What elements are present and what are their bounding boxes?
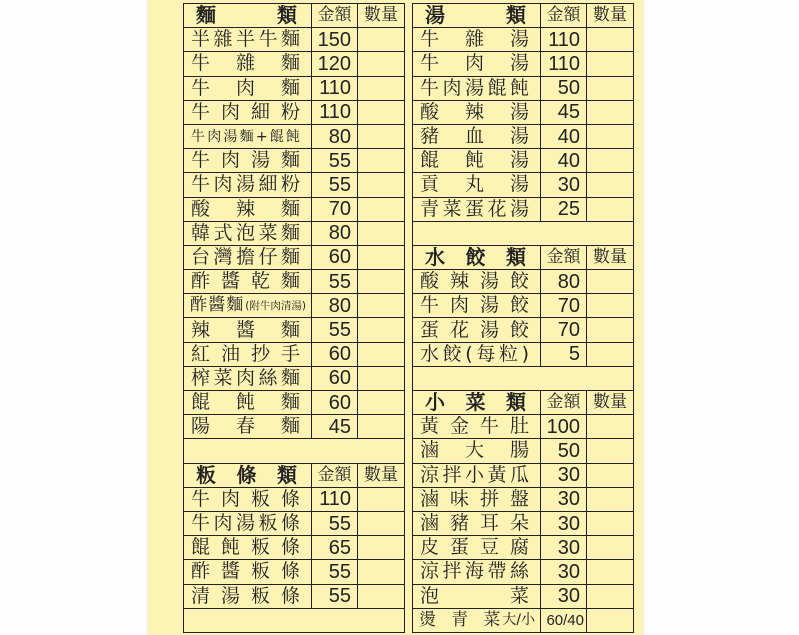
item-name-cell [184, 488, 312, 512]
quantity-cell [587, 28, 634, 52]
item-name-cell [184, 222, 312, 246]
item-price: 30 [541, 488, 587, 512]
item-name-cell [184, 536, 312, 560]
item-name-cell [184, 173, 312, 197]
item-name-cell [413, 173, 541, 197]
item-name-cell [413, 536, 541, 560]
quantity-column-header: 數量 [358, 464, 405, 488]
item-price: 60 [312, 391, 358, 415]
item-name-cell [413, 585, 541, 609]
item-name-cell [184, 391, 312, 415]
item-name: 貢丸湯 [420, 173, 529, 196]
item-price: 60 [312, 367, 358, 391]
quantity-cell [587, 125, 634, 149]
item-name: 水餃(每粒) [420, 342, 529, 365]
item-price: 70 [541, 318, 587, 342]
quantity-column-header: 數量 [358, 4, 405, 28]
item-name-cell [184, 270, 312, 294]
quantity-cell [358, 28, 405, 52]
item-name-cell [184, 294, 312, 318]
item-price: 45 [312, 415, 358, 439]
quantity-cell [587, 439, 634, 463]
quantity-cell [358, 367, 405, 391]
quantity-cell [587, 464, 634, 488]
item-name-cell [413, 77, 541, 101]
item-name: 牛肉湯 [420, 52, 529, 75]
item-price: 60/40 [541, 609, 587, 633]
quantity-cell [358, 173, 405, 197]
price-column-header: 金額 [312, 464, 358, 488]
quantity-cell [587, 173, 634, 197]
quantity-cell [358, 415, 405, 439]
item-name-cell [413, 149, 541, 173]
item-price: 25 [541, 198, 587, 222]
item-name: 酢醬粄條 [191, 560, 300, 583]
item-price: 80 [312, 125, 358, 149]
quantity-column-header: 數量 [587, 4, 634, 28]
item-name-cell [413, 439, 541, 463]
item-name-cell [413, 125, 541, 149]
item-name-cell [184, 512, 312, 536]
item-name: 辣醬麵 [191, 318, 300, 341]
item-name: 酢醬乾麵 [191, 270, 300, 293]
item-name: 滷味拼盤 [420, 487, 529, 510]
blank-cell [184, 609, 405, 633]
price-column-header: 金額 [541, 246, 587, 270]
item-name: 皮蛋豆腐 [420, 536, 529, 559]
item-price: 55 [312, 585, 358, 609]
item-name-cell [413, 270, 541, 294]
item-name-cell [184, 415, 312, 439]
item-price: 30 [541, 560, 587, 584]
quantity-cell [587, 512, 634, 536]
item-name: 餛飩湯 [420, 149, 529, 172]
item-name-cell [413, 488, 541, 512]
item-price: 110 [541, 28, 587, 52]
item-name: 牛肉麵 [191, 76, 300, 99]
item-name: 餛飩粄條 [191, 536, 300, 559]
section-title: 粄條類 [184, 464, 312, 488]
item-name-cell [184, 198, 312, 222]
item-price: 30 [541, 464, 587, 488]
quantity-cell [587, 415, 634, 439]
item-price: 55 [312, 149, 358, 173]
quantity-column-header: 數量 [587, 246, 634, 270]
quantity-cell [587, 318, 634, 342]
right-menu-table [412, 3, 634, 633]
item-price: 80 [312, 294, 358, 318]
quantity-cell [358, 488, 405, 512]
quantity-cell [358, 270, 405, 294]
item-price: 120 [312, 52, 358, 76]
item-name: 黃金牛肚 [420, 415, 529, 438]
quantity-cell [587, 101, 634, 125]
quantity-cell [358, 222, 405, 246]
item-price: 110 [312, 488, 358, 512]
item-name: 牛肉湯餃 [420, 294, 529, 317]
blank-cell [413, 222, 634, 246]
item-price: 65 [312, 536, 358, 560]
item-price: 55 [312, 318, 358, 342]
item-price: 30 [541, 585, 587, 609]
quantity-cell [587, 488, 634, 512]
quantity-cell [587, 270, 634, 294]
item-price: 70 [312, 198, 358, 222]
item-name-cell [184, 28, 312, 52]
item-name: 滷大腸 [420, 439, 529, 462]
item-price: 80 [541, 270, 587, 294]
quantity-cell [587, 77, 634, 101]
item-price: 110 [541, 52, 587, 76]
item-name: 牛肉湯麵 [191, 149, 300, 172]
item-name-cell [184, 77, 312, 101]
quantity-cell [358, 125, 405, 149]
item-price: 55 [312, 560, 358, 584]
item-name: 牛肉粄條 [191, 487, 300, 510]
item-name-cell [184, 367, 312, 391]
quantity-cell [358, 536, 405, 560]
item-name-cell [413, 52, 541, 76]
section-title: 水餃類 [413, 246, 541, 270]
quantity-cell [358, 77, 405, 101]
quantity-cell [587, 585, 634, 609]
item-price: 110 [312, 101, 358, 125]
item-name-cell [413, 512, 541, 536]
quantity-cell [587, 536, 634, 560]
section-title: 小菜類 [413, 391, 541, 415]
item-name: 泡菜 [420, 584, 529, 607]
item-name-cell [184, 560, 312, 584]
item-name-cell [413, 101, 541, 125]
item-price: 30 [541, 173, 587, 197]
item-price: 55 [312, 512, 358, 536]
item-name: 青菜蛋花湯 [420, 197, 529, 220]
item-name-cell [413, 464, 541, 488]
item-name-cell [184, 52, 312, 76]
item-name: 台灣擔仔麵 [191, 245, 300, 268]
item-note: (附牛肉清湯) [245, 299, 306, 312]
item-price: 60 [312, 343, 358, 367]
item-price: 30 [541, 536, 587, 560]
price-column-header: 金額 [541, 4, 587, 28]
price-column-header: 金額 [541, 391, 587, 415]
item-price: 150 [312, 28, 358, 52]
item-name-cell [413, 318, 541, 342]
item-name-cell [184, 318, 312, 342]
item-name: 豬血湯 [420, 125, 529, 148]
item-price: 40 [541, 149, 587, 173]
quantity-cell [587, 609, 634, 633]
item-price: 50 [541, 77, 587, 101]
item-name-cell [184, 101, 312, 125]
item-name: 牛肉湯細粉 [191, 173, 300, 196]
item-name: 紅油抄手 [191, 342, 300, 365]
item-name: 酢醬麵 [190, 295, 244, 316]
quantity-cell [358, 246, 405, 270]
item-name: 牛肉湯粄條 [191, 512, 300, 535]
blank-cell [413, 367, 634, 391]
item-price: 40 [541, 125, 587, 149]
blank-cell [184, 439, 405, 463]
item-price: 50 [541, 439, 587, 463]
item-price: 5 [541, 343, 587, 367]
item-name-cell [413, 294, 541, 318]
quantity-cell [587, 560, 634, 584]
item-name: 半雜半牛麵 [191, 28, 300, 51]
item-price: 55 [312, 173, 358, 197]
quantity-cell [358, 560, 405, 584]
item-price: 70 [541, 294, 587, 318]
item-note: 大/小 [502, 612, 535, 629]
item-name-cell [184, 343, 312, 367]
item-name-cell [413, 415, 541, 439]
item-price: 55 [312, 270, 358, 294]
quantity-cell [587, 149, 634, 173]
quantity-cell [358, 294, 405, 318]
quantity-cell [587, 294, 634, 318]
item-name: 陽春麵 [191, 415, 300, 438]
item-name: 清湯粄條 [191, 584, 300, 607]
item-name: 牛肉湯餛飩 [420, 76, 529, 99]
quantity-column-header: 數量 [587, 391, 634, 415]
item-name: 涼拌海帶絲 [420, 560, 529, 583]
item-name-cell [413, 609, 541, 633]
item-name-cell [413, 28, 541, 52]
item-price: 100 [541, 415, 587, 439]
item-name-cell [413, 343, 541, 367]
item-name: 涼拌小黃瓜 [420, 463, 529, 486]
item-name-cell [184, 585, 312, 609]
item-name: 牛肉湯麵+餛飩 [191, 128, 300, 145]
item-price: 110 [312, 77, 358, 101]
quantity-cell [358, 198, 405, 222]
item-name-cell [184, 125, 312, 149]
item-price: 45 [541, 101, 587, 125]
item-name: 牛肉細粉 [191, 100, 300, 123]
item-name: 酸辣湯餃 [420, 270, 529, 293]
item-name: 酸辣麵 [191, 197, 300, 220]
item-name: 滷豬耳朵 [420, 512, 529, 535]
quantity-cell [358, 52, 405, 76]
left-menu-table [183, 3, 405, 633]
quantity-cell [358, 512, 405, 536]
item-name: 牛雜麵 [191, 52, 300, 75]
item-name-cell [413, 198, 541, 222]
quantity-cell [587, 198, 634, 222]
price-column-header: 金額 [312, 4, 358, 28]
quantity-cell [358, 585, 405, 609]
section-title: 湯類 [413, 4, 541, 28]
item-name-cell [184, 149, 312, 173]
item-name: 餛飩麵 [191, 391, 300, 414]
quantity-cell [587, 52, 634, 76]
quantity-cell [587, 343, 634, 367]
item-name: 牛雜湯 [420, 28, 529, 51]
section-title: 麵類 [184, 4, 312, 28]
quantity-cell [358, 149, 405, 173]
item-name-cell [184, 246, 312, 270]
item-name-cell [413, 560, 541, 584]
item-price: 60 [312, 246, 358, 270]
item-price: 80 [312, 222, 358, 246]
item-name: 榨菜肉絲麵 [191, 366, 300, 389]
quantity-cell [358, 318, 405, 342]
item-name: 燙青菜 [419, 609, 501, 630]
quantity-cell [358, 391, 405, 415]
item-name: 酸辣湯 [420, 100, 529, 123]
quantity-cell [358, 343, 405, 367]
quantity-cell [358, 101, 405, 125]
item-name: 韓式泡菜麵 [191, 221, 300, 244]
item-price: 30 [541, 512, 587, 536]
item-name: 蛋花湯餃 [420, 318, 529, 341]
